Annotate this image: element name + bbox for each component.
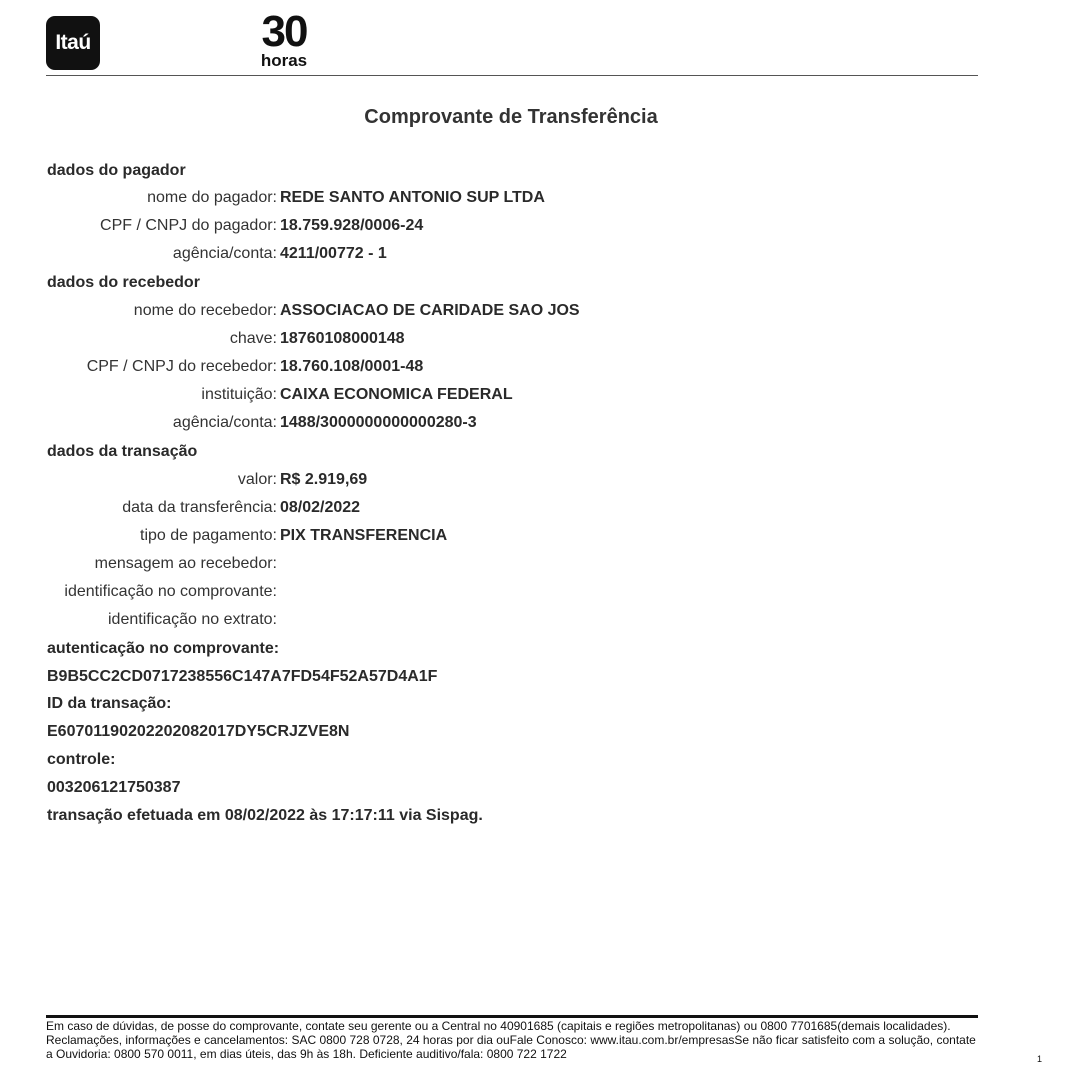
ident-extrato-label: identificação no extrato: xyxy=(108,611,277,628)
transacao-efetuada: transação efetuada em 08/02/2022 às 17:17:11 via Sispag. xyxy=(47,807,483,824)
row-nome-recebedor xyxy=(0,299,1080,323)
row-nome-pagador xyxy=(0,186,1080,210)
valor-label: valor: xyxy=(237,471,277,488)
page-title: Comprovante de Transferência xyxy=(364,106,658,128)
agencia-recebedor-value: 1488/3000000000000280-3 xyxy=(280,414,477,431)
agencia-pagador-label: agência/conta: xyxy=(172,245,277,262)
mensagem-label: mensagem ao recebedor: xyxy=(94,555,277,572)
row-ident-comprovante xyxy=(0,580,1080,604)
data-transferencia-value: 08/02/2022 xyxy=(280,499,361,516)
autenticacao-label: autenticação no comprovante: xyxy=(47,640,280,657)
row-cpf-recebedor xyxy=(0,355,1080,379)
row-valor xyxy=(0,468,1080,492)
document-header xyxy=(0,0,1080,80)
footer-divider xyxy=(46,1015,978,1018)
row-data-transferencia xyxy=(0,496,1080,520)
id-transacao-value: E60701190202202082017DY5CRJZVE8N xyxy=(47,723,350,740)
cpf-recebedor-value: 18.760.108/0001-48 xyxy=(280,358,424,375)
30-horas-logo-word: horas xyxy=(260,51,308,70)
nome-pagador-label: nome do pagador: xyxy=(147,189,277,206)
cpf-pagador-label: CPF / CNPJ do pagador: xyxy=(100,217,277,234)
row-cpf-pagador xyxy=(0,214,1080,238)
autenticacao-value: B9B5CC2CD0717238556C147A7FD54F52A57D4A1F xyxy=(47,668,438,685)
tipo-pagamento-value: PIX TRANSFERENCIA xyxy=(280,527,448,544)
chave-value: 18760108000148 xyxy=(280,330,405,347)
nome-pagador-value: REDE SANTO ANTONIO SUP LTDA xyxy=(280,189,545,206)
controle-label: controle: xyxy=(47,751,116,768)
itau-logo xyxy=(46,16,100,70)
tipo-pagamento-label: tipo de pagamento: xyxy=(140,527,277,544)
instituicao-value: CAIXA ECONOMICA FEDERAL xyxy=(280,386,513,403)
ident-comprovante-label: identificação no comprovante: xyxy=(64,583,277,600)
controle-value: 003206121750387 xyxy=(47,779,181,796)
row-chave xyxy=(0,327,1080,351)
valor-value: R$ 2.919,69 xyxy=(280,471,368,488)
id-transacao-label: ID da transação: xyxy=(47,695,172,712)
row-agencia-pagador xyxy=(0,242,1080,266)
page-number: 1 xyxy=(1037,1054,1043,1064)
row-instituicao xyxy=(0,383,1080,407)
data-transferencia-label: data da transferência: xyxy=(122,499,277,516)
row-agencia-recebedor xyxy=(0,411,1080,435)
chave-label: chave: xyxy=(229,330,277,347)
30-horas-logo xyxy=(254,7,314,70)
section-recebedor: dados do recebedor xyxy=(47,274,200,291)
cpf-recebedor-label: CPF / CNPJ do recebedor: xyxy=(86,358,277,375)
instituicao-label: instituição: xyxy=(201,386,277,403)
row-ident-extrato xyxy=(0,608,1080,632)
nome-recebedor-label: nome do recebedor: xyxy=(133,302,277,319)
30-horas-logo-number: 30 xyxy=(261,7,307,56)
row-tipo-pagamento xyxy=(0,524,1080,548)
footer-disclaimer: Em caso de dúvidas, de posse do comprovante, contate seu gerente ou a Central no 40901685 (capitais e regiões metropolitanas) ou 0800 7701685(demais localidades). Reclamações, informações e cancelamentos: SAC 0800 728 0728, 24 horas por dia ouFale Conosco: www.itau.com.br/empresasSe não ficar satisfeito com a solução, contate a Ouvidoria: 0800 570 0011, em dias úteis, das 9h às 18h. Deficiente auditivo/fala: 0800 722 1722 xyxy=(46,1019,976,1061)
section-transacao: dados da transação xyxy=(47,443,198,460)
itau-logo-text: Itaú xyxy=(55,31,91,54)
agencia-recebedor-label: agência/conta: xyxy=(172,414,277,431)
row-mensagem xyxy=(0,552,1080,576)
agencia-pagador-value: 4211/00772 - 1 xyxy=(280,245,387,262)
section-pagador: dados do pagador xyxy=(47,162,186,179)
cpf-pagador-value: 18.759.928/0006-24 xyxy=(280,217,424,234)
header-divider xyxy=(46,75,978,76)
nome-recebedor-value: ASSOCIACAO DE CARIDADE SAO JOS xyxy=(280,302,580,319)
